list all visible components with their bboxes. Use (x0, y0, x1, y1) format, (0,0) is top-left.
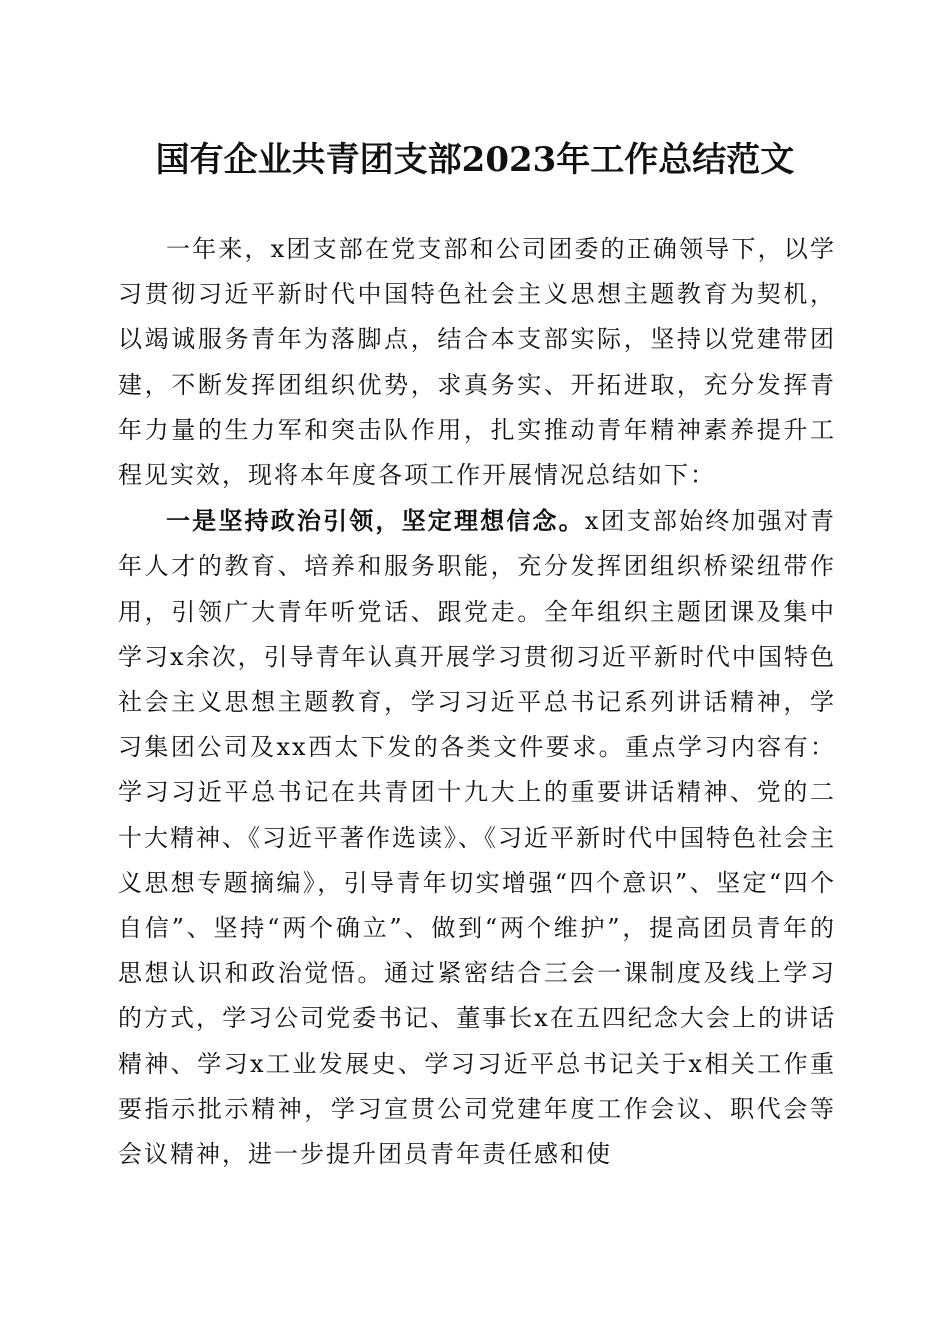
paragraph-intro (118, 226, 836, 498)
document-body (118, 226, 836, 1177)
paragraph-political-guidance (118, 498, 836, 1177)
document-title: 国有企业共青团支部2023年工作总结范文 (155, 140, 795, 180)
paragraph-text: x团支部始终加强对青年人才的教育、培养和服务职能，充分发挥团组织桥梁纽带作用，引领广大青年听党话、跟党走。全年组织主题团课及集中学习x余次，引导青年认真开展学习贯彻习近平新时代中国特色社会主义思想主题教育，学习习近平总书记系列讲话精神，学习集团公司及xx西太下发的各类文件要求。重点学习内容有：学习习近平总书记在共青团十九大上的重要讲话精神、党的二十大精神、《习近平著作选读》、《习近平新时代中国特色社会主义思想专题摘编》，引导青年切实增强“四个意识”、坚定“四个自信”、坚持“两个确立”、做到“两个维护”，提高团员青年的思想认识和政治觉悟。通过紧密结合三会一课制度及线上学习的方式，学习公司党委书记、董事长x在五四纪念大会上的讲话精神、学习x工业发展史、学习习近平总书记关于x相关工作重要指示批示精神，学习宣贯公司党建年度工作会议、职代会等会议精神，进一步提升团员青年责任感和使 (118, 507, 836, 1169)
paragraph-text: 一年来，x团支部在党支部和公司团委的正确领导下，以学习贯彻习近平新时代中国特色社会主义思想主题教育为契机，以竭诚服务青年为落脚点，结合本支部实际，坚持以党建带团建，不断发挥团组织优势，求真务实、开拓进取，充分发挥青年力量的生力军和突击队作用，扎实推动青年精神素养提升工程见实效，现将本年度各项工作开展情况总结如下： (118, 235, 836, 490)
paragraph-lead: 一是坚持政治引领，坚定理想信念。 (166, 506, 585, 536)
